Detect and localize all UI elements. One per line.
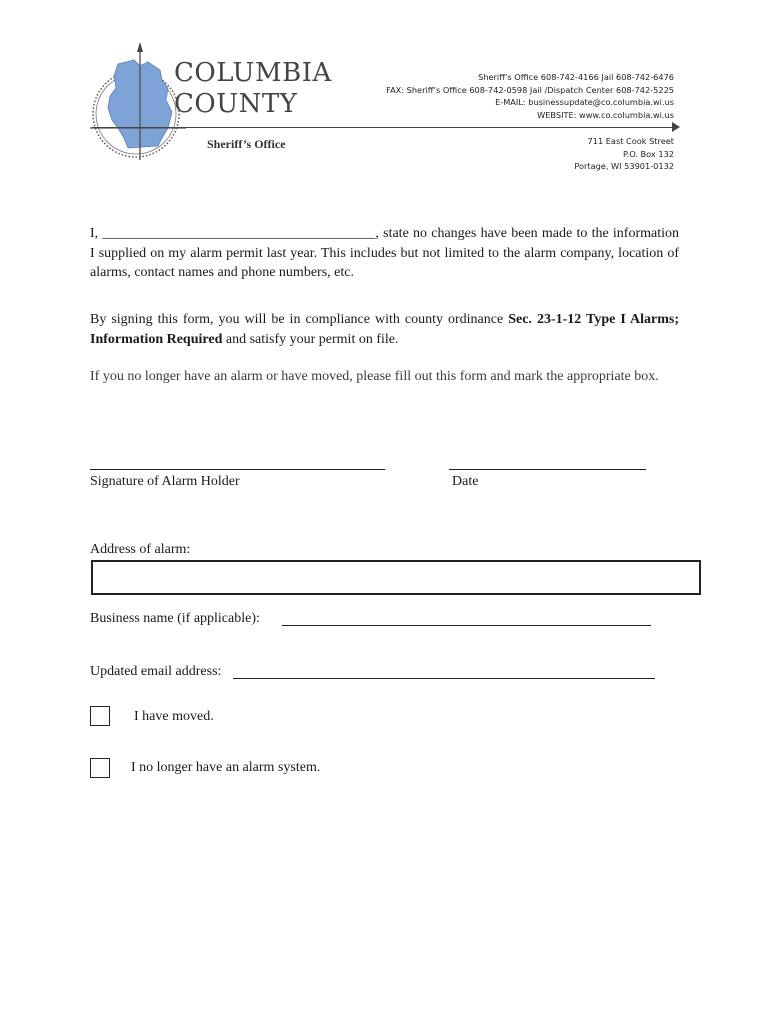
contact-website: WEBSITE: www.co.columbia.wi.us (537, 109, 674, 120)
address-line: P.O. Box 132 (622, 148, 674, 159)
contact-line: Sheriff’s Office 608-742-4166 Jail 608-742-6476 (478, 72, 674, 82)
date-label: Date (452, 474, 479, 489)
no-alarm-checkbox[interactable] (90, 758, 110, 778)
email-field[interactable] (233, 678, 655, 679)
header-rule-arrow (672, 122, 680, 132)
compliance-text-end: and satisfy your permit on file. (222, 331, 399, 347)
signature-line[interactable] (90, 469, 385, 470)
mailing-address (574, 135, 674, 173)
address-of-alarm-label: Address of alarm: (90, 542, 191, 557)
logo-title-county: COUNTY (174, 89, 298, 119)
business-name-label: Business name (if applicable): (90, 611, 260, 626)
signature-label: Signature of Alarm Holder (90, 474, 240, 489)
contact-block (386, 71, 674, 121)
ordinance-reference: Sec. 23-1-12 Type I Alarms; Information Required (90, 312, 679, 347)
moved-checkbox[interactable] (90, 706, 110, 726)
office-label: Sheriff’s Office (207, 137, 286, 151)
contact-email: E-MAIL: businessupdate@co.columbia.wi.us (495, 97, 674, 107)
compliance-paragraph (90, 310, 679, 349)
date-line[interactable] (449, 469, 646, 470)
address-line: Portage, WI 53901-0132 (574, 161, 674, 171)
moved-checkbox-label: I have moved. (134, 709, 214, 724)
email-label: Updated email address: (90, 664, 222, 679)
business-name-field[interactable] (282, 625, 651, 626)
no-alarm-checkbox-label: I no longer have an alarm system. (131, 760, 321, 775)
instruction-paragraph: If you no longer have an alarm or have moved, please fill out this form and mark the appropriate box. (90, 369, 659, 384)
statement-paragraph: I, _______________________________________, state no changes have been made to the information I supplied on my alarm permit last year. This includes but not limited to the alarm company, location of alarms, contact names and phone numbers, etc. (90, 226, 679, 280)
header-rule (92, 127, 676, 128)
contact-line: FAX: Sheriff’s Office 608-742-0598 Jail /Dispatch Center 608-742-5225 (386, 84, 674, 95)
logo-title-columbia: COLUMBIA (174, 58, 332, 88)
address-line: 711 East Cook Street (587, 136, 674, 146)
county-seal-logo (88, 42, 188, 162)
address-of-alarm-field[interactable] (91, 560, 701, 595)
compliance-text-start: By signing this form, you will be in compliance with county ordinance (90, 312, 509, 327)
